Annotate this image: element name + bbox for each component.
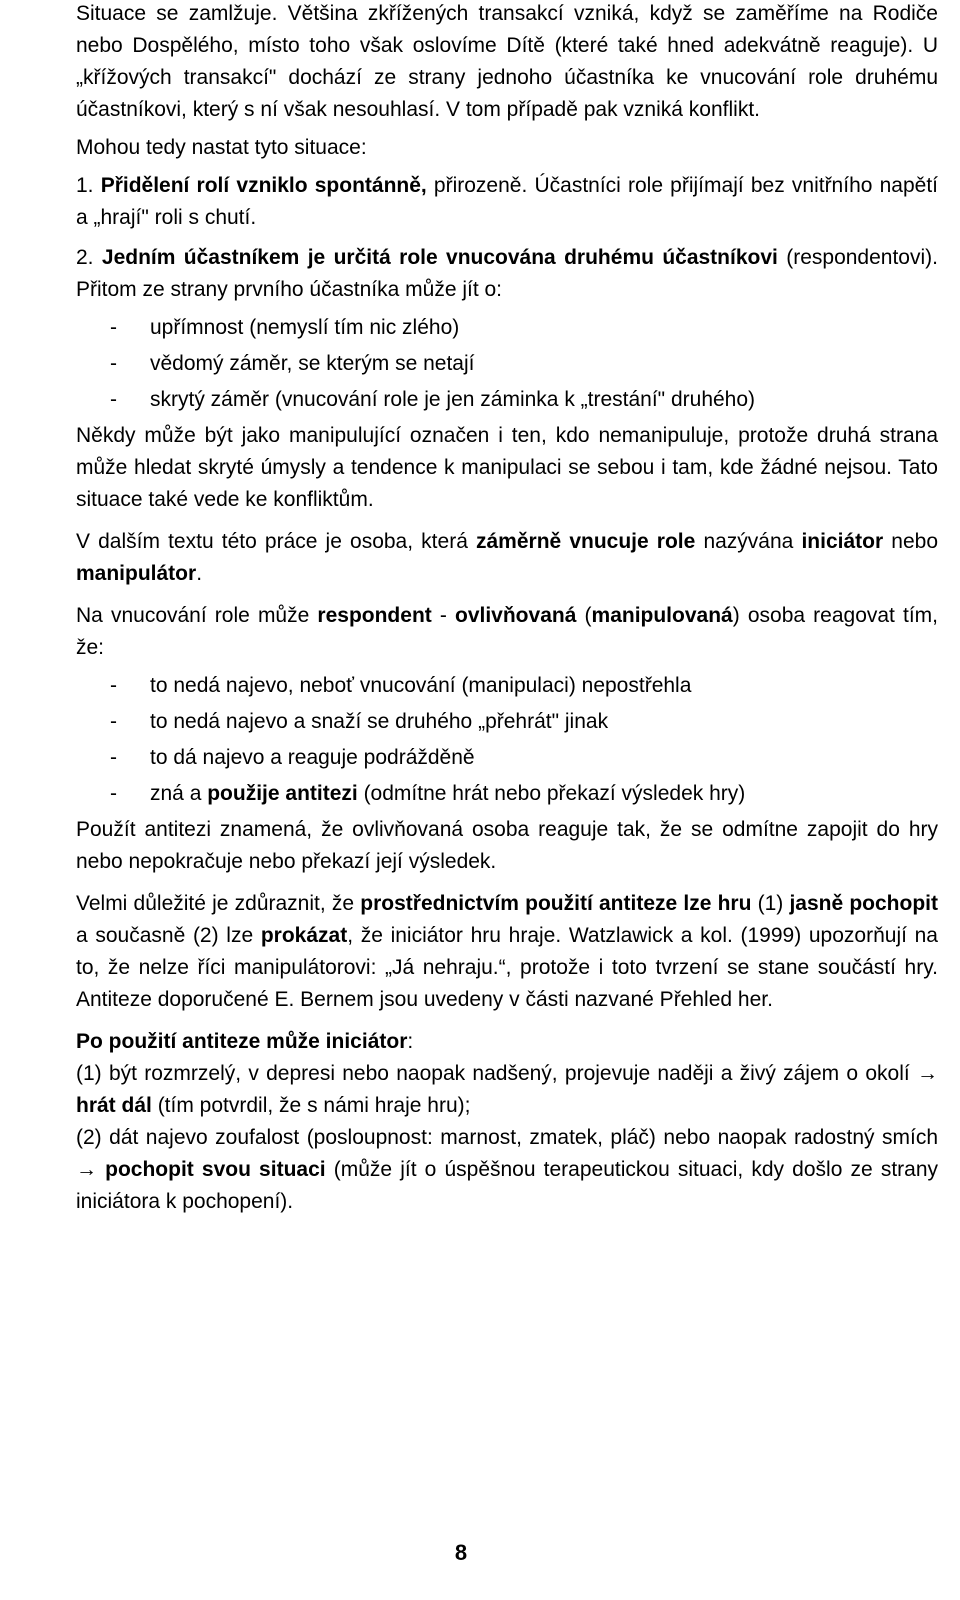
list-item-text <box>150 668 938 704</box>
text-span: V dalším textu této práce je osoba, která <box>76 530 476 553</box>
arrow-right-icon: → <box>917 1062 938 1085</box>
paragraph-after-antithesis-heading <box>76 1026 938 1058</box>
paragraph-important <box>76 888 938 1016</box>
list-dash: - <box>110 710 117 733</box>
numbered-item-1-bold: Přidělení rolí vzniklo spontánně, <box>100 174 427 197</box>
numbered-item-2-rest: (respondentovi). Přitom ze strany prvního účastníka může jít o: <box>76 246 938 301</box>
paragraph-intro: Situace se zamlžuje. Většina zkřížených transakcí vzniká, když se zaměříme na Rodiče nebo Dospělého, místo toho však oslovíme Dítě (které také hned adekvátně reaguje). U „křížových transakcí" dochází ze strany jednoho účastníka ke vnucování role druhému účastníkovi, který s ní však nesouhlasí. V tom případě pak vzniká konflikt. <box>76 2 938 121</box>
list-item <box>76 668 938 704</box>
list-item <box>76 310 938 346</box>
text-span: to nedá najevo, neboť vnucování (manipulaci) nepostřehla <box>150 674 692 697</box>
text-span: : <box>407 1030 414 1053</box>
text-span: (1) <box>751 892 790 915</box>
text-span: a současně (2) lze <box>76 924 261 947</box>
paragraph-respondent <box>76 600 938 664</box>
page-number: 8 <box>454 1540 468 1565</box>
document-page <box>76 0 938 1218</box>
bold-span: hrát dál <box>76 1094 152 1117</box>
text-span: zná a <box>150 782 208 805</box>
list-dash: - <box>110 674 117 697</box>
list-dash: - <box>110 782 117 805</box>
list-dash: - <box>110 316 117 339</box>
numbered-item-1-num: 1. <box>76 174 94 197</box>
list-item-text <box>150 740 938 776</box>
bold-span: jasně pochopit <box>789 892 938 915</box>
list-item <box>76 776 938 812</box>
text-span: (2) dát najevo zoufalost (posloupnost: marnost, zmatek, pláč) nebo naopak radostný smích <box>76 1126 938 1149</box>
bold-span: záměrně vnucuje role <box>476 530 696 553</box>
list-item-text <box>150 704 938 740</box>
paragraph-initiator-definition <box>76 526 938 590</box>
bold-span: pochopit svou situaci <box>105 1158 326 1181</box>
list-item-text <box>150 776 938 812</box>
text-span: nebo <box>883 530 938 553</box>
numbered-item-1-rest: přirozeně. Účastníci role přijímají bez vnitřního napětí a „hrají" roli s chutí. <box>76 174 938 229</box>
text-span: ) osoba reagovat tím, že: <box>76 604 939 659</box>
list-item <box>76 346 938 382</box>
text-span: , že iniciátor hru hraje. Watzlawick a kol. (1999) upozorňují na to, že nelze říci manipulátorovi: „Já nehraju.“, protože i toto tvrzení se stane součástí hry. Antiteze doporučené E. Bernem jsou uvedeny v části nazvané Přehled her. <box>76 924 938 1011</box>
text-span: Velmi důležité je zdůraznit, že <box>76 892 361 915</box>
list-item-text: skrytý záměr (vnucování role je jen záminka k „trestání" druhého) <box>150 388 756 411</box>
bold-span: manipulovaná <box>591 604 733 627</box>
paragraph-situations-lead: Mohou tedy nastat tyto situace: <box>76 136 367 159</box>
list-item-text: vědomý záměr, se kterým se netají <box>150 352 475 375</box>
bold-span: respondent <box>317 604 432 627</box>
dash-list-reactions <box>76 668 938 812</box>
text-span: - <box>431 604 455 627</box>
bold-span: iniciátor <box>801 530 884 553</box>
text-span: (odmítne hrát nebo překazí výsledek hry) <box>357 782 746 805</box>
numbered-item-1 <box>76 170 938 234</box>
numbered-item-2 <box>76 242 938 306</box>
text-span: Na vnucování role může <box>76 604 318 627</box>
bold-span: ovlivňovaná <box>455 604 577 627</box>
list-item-text: upřímnost (nemyslí tím nic zlého) <box>150 316 460 339</box>
text-span: to dá najevo a reaguje podrážděně <box>150 746 475 769</box>
paragraph-outcome-2 <box>76 1122 938 1218</box>
list-dash: - <box>110 388 117 411</box>
paragraph-manipulation-note: Někdy může být jako manipulující označen i ten, kdo nemanipuluje, protože druhá strana může hledat skryté úmysly a tendence k manipulaci se sebou i tam, kde žádné nejsou. Tato situace také vede ke konfliktům. <box>76 424 938 511</box>
bold-span: prokázat <box>260 924 348 947</box>
text-span: (1) být rozmrzelý, v depresi nebo naopak nadšený, projevuje naději a živý zájem o okolí <box>76 1062 917 1085</box>
text-span: nazývána <box>695 530 802 553</box>
list-item <box>76 704 938 740</box>
text-span: (tím potvrdil, že s námi hraje hru); <box>151 1094 471 1117</box>
text-span: to nedá najevo a snaží se druhého „přehrát" jinak <box>150 710 609 733</box>
list-item <box>76 382 938 418</box>
paragraph-antithesis-meaning: Použít antitezi znamená, že ovlivňovaná osoba reaguje tak, že se odmítne zapojit do hry nebo nepokračuje nebo překazí její výsledek. <box>76 818 938 873</box>
list-dash: - <box>110 352 117 375</box>
paragraph-outcome-1 <box>76 1058 938 1122</box>
bold-span: manipulátor <box>76 562 197 585</box>
text-span: . <box>196 562 203 585</box>
text-span: (může jít o úspěšnou terapeutickou situaci, kdy došlo ze strany iniciátora k pochopení). <box>76 1158 939 1213</box>
list-item <box>76 740 938 776</box>
numbered-item-2-bold: Jedním účastníkem je určitá role vnucována druhému účastníkovi <box>101 246 778 269</box>
dash-list-intent <box>76 310 938 418</box>
text-span: ( <box>576 604 592 627</box>
bold-span: prostřednictvím použití antiteze lze hru <box>360 892 752 915</box>
arrow-right-icon: → <box>76 1158 97 1181</box>
list-dash: - <box>110 746 117 769</box>
bold-span: Po použití antiteze může iniciátor <box>76 1030 408 1053</box>
bold-span: použije antitezi <box>207 782 358 805</box>
numbered-item-2-num: 2. <box>76 246 94 269</box>
